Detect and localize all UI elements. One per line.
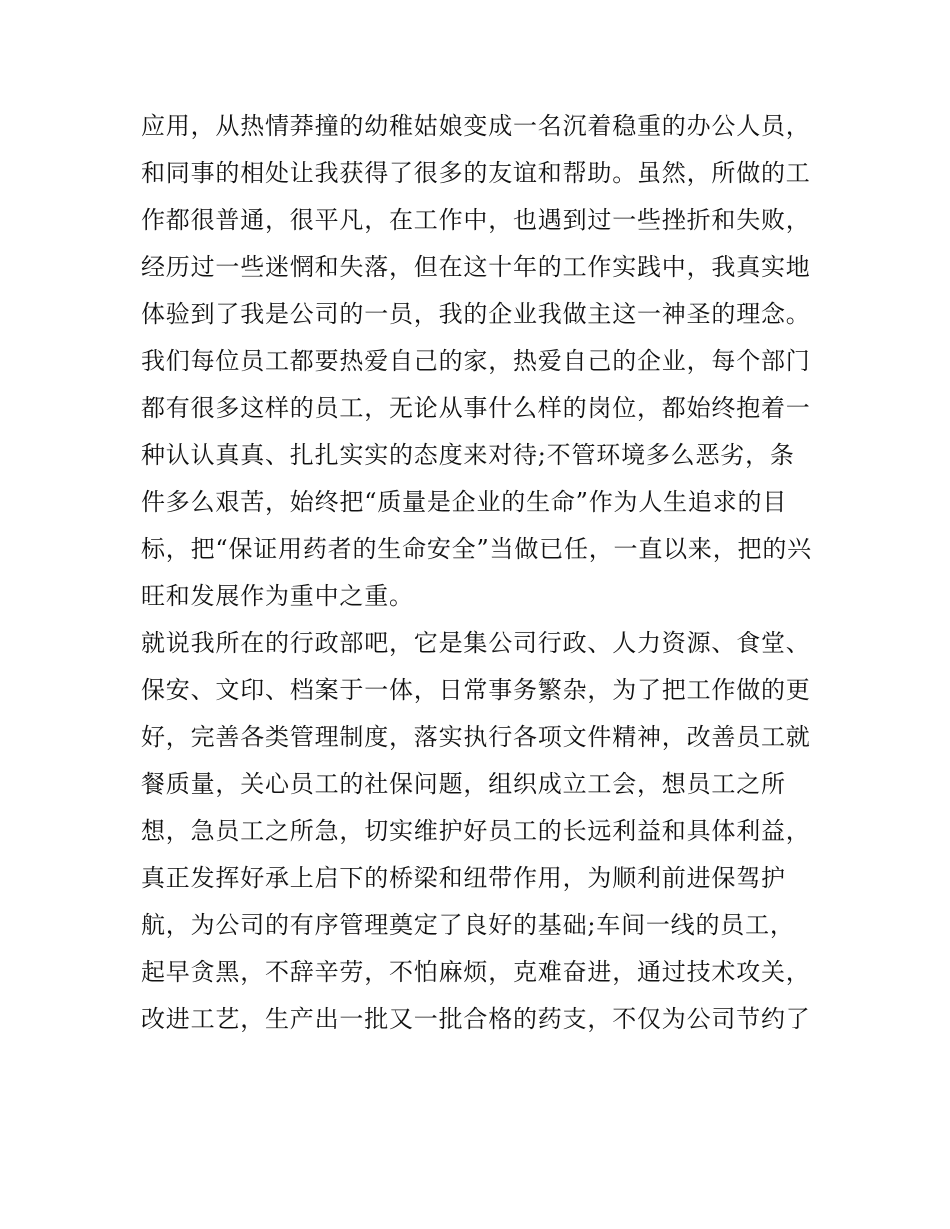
text-line: 旺和发展作为重中之重。 — [141, 582, 414, 610]
text-line: 改进工艺，生产出一批又一批合格的药支，不仅为公司节约了 — [141, 1005, 811, 1033]
text-line: 航，为公司的有序管理奠定了良好的基础;车间一线的员工， — [141, 911, 795, 939]
text-line: 想，急员工之所急，切实维护好员工的长远利益和具体利益， — [141, 817, 811, 845]
text-line: 我们每位员工都要热爱自己的家，热爱自己的企业，每个部门 — [141, 347, 811, 375]
text-line: 保安、文印、档案于一体，日常事务繁杂，为了把工作做的更 — [141, 676, 811, 704]
text-line: 真正发挥好承上启下的桥梁和纽带作用，为顺利前进保驾护 — [141, 864, 786, 892]
text-line: 和同事的相处让我获得了很多的友谊和帮助。虽然，所做的工 — [141, 159, 811, 187]
text-line: 起早贪黑，不辞辛劳，不怕麻烦，克难奋进，通过技术攻关， — [141, 958, 811, 986]
text-line: 好，完善各类管理制度，落实执行各项文件精神，改善员工就 — [141, 723, 811, 751]
text-line: 经历过一些迷惘和失落，但在这十年的工作实践中，我真实地 — [141, 253, 811, 281]
text-line: 标，把“保证用药者的生命安全”当做已任，一直以来，把的兴 — [141, 535, 812, 563]
text-line: 件多么艰苦，始终把“质量是企业的生命”作为人生追求的目 — [141, 488, 788, 516]
text-line: 种认认真真、扎扎实实的态度来对待;不管环境多么恶劣，条 — [141, 441, 795, 469]
text-line: 体验到了我是公司的一员，我的企业我做主这一神圣的理念。 — [141, 300, 811, 328]
body-text — [141, 103, 831, 1043]
text-line: 就说我所在的行政部吧，它是集公司行政、人力资源、食堂、 — [141, 629, 811, 657]
text-line: 应用，从热情莽撞的幼稚姑娘变成一名沉着稳重的办公人员， — [141, 112, 811, 140]
text-line: 都有很多这样的员工，无论从事什么样的岗位，都始终抱着一 — [141, 394, 811, 422]
text-line: 餐质量，关心员工的社保问题，组织成立工会，想员工之所 — [141, 770, 786, 798]
text-line: 作都很普通，很平凡，在工作中，也遇到过一些挫折和失败， — [141, 206, 811, 234]
